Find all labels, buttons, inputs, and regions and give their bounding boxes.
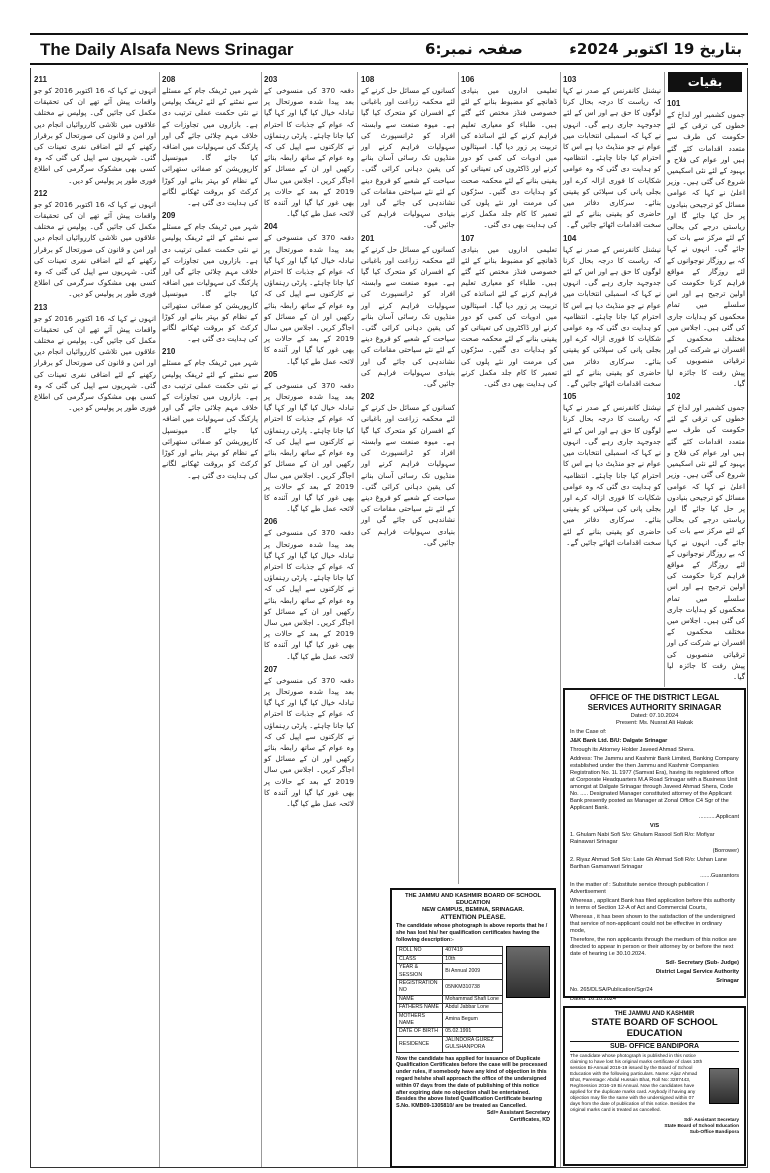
field-value: 05NKM310738 <box>443 980 503 996</box>
article-paragraph: دفعہ 370 کی منسوخی کے بعد پیدا شدہ صورتحال پر تبادلہ خیال کیا گیا اور کہا گیا کہ عوام کے جذبات کا احترام کیا جانا چاہئے۔ پارٹی رہنماؤں نے کارکنوں سے اپیل کی کہ وہ عوام کے ساتھ رابطہ بنائے رکھیں اور ان کے مسائل کو اجاگر کریں۔ اجلاس میں سال 2019 کے بعد کے حالات پر بھی غور کیا گیا اور آئندہ کا لائحہ عمل طے کیا گیا۔ <box>264 528 354 661</box>
article-paragraph: شہر میں ٹریفک جام کے مسئلے سے نمٹنے کے لئے ٹریفک پولیس نے نئی حکمت عملی ترتیب دی ہے۔ بازاروں میں تجاوزات کے خلاف مہم چلائی جائے گی اور پارکنگ کی سہولیات میں اضافہ کیا جائے گا۔ میونسپل کارپوریشن کو صفائی ستھرائی کے نظام کو بہتر بنانے اور کوڑا کرکٹ کو بروقت ٹھکانے لگانے کی ہدایت دی گئی ہے۔ <box>162 222 258 344</box>
article-paragraph: دفعہ 370 کی منسوخی کے بعد پیدا شدہ صورتحال پر تبادلہ خیال کیا گیا اور کہا گیا کہ عوام کے جذبات کا احترام کیا جانا چاہئے۔ پارٹی رہنماؤں نے کارکنوں سے اپیل کی کہ وہ عوام کے ساتھ رابطہ بنائے رکھیں اور ان کے مسائل کو اجاگر کریں۔ اجلاس میں سال 2019 کے بعد کے حالات پر بھی غور کیا گیا اور آئندہ کا لائحہ عمل طے کیا گیا۔ <box>264 233 354 366</box>
bandipora-heading-3: SUB- OFFICE BANDIPORA <box>570 1041 739 1052</box>
field-label: CLASS <box>397 955 443 963</box>
legal-whereas-1: Whereas , applicant Bank has filed application before this authority in terms of Section 12-A of Act and Commercial Courts, <box>570 898 736 911</box>
item-number: 207 <box>264 664 278 674</box>
candidate-photo <box>709 1068 739 1104</box>
item-number: 106 <box>461 75 475 84</box>
article-paragraph: انہوں نے کہا کہ 16 اکتوبر 2016 کو جو واقعات پیش آئے تھے ان کی تحقیقات مکمل کی جائیں گی۔ پولیس نے مختلف علاقوں میں تلاشی کارروائیاں انجام دیں اور امن و قانون کی صورتحال کو برقرار رکھنے کے لئے اضافی نفری تعینات کی گئی۔ شہریوں سے اپیل کی گئی کہ وہ کسی بھی مشکوک سرگرمی کی اطلاع فوری طور پر پولیس کو دیں۔ <box>34 199 156 299</box>
item-number: 208 <box>162 75 176 84</box>
legal-vs: V/S <box>649 823 660 829</box>
jkbose-body: Now the candidate has applied for issuance of Duplicate Qualification Certificates before the case will be processed under rules, if somebody have any kind of objection in this regard he/she shall approach the office of the undersigned within 07 days from the date of publishing of this notice after expiring date no objection shall be entertained. Besides the above listed Qualification Certificate bearing S.No. KMB09-1305810/ are be treated as Cancelled. <box>396 1055 547 1110</box>
item-number: 105 <box>563 392 577 402</box>
legal-through: Through its Attorney Holder Javeed Ahmad Shera. <box>570 747 695 753</box>
legal-sign-2: District Legal Service Authority <box>655 969 739 975</box>
legal-case-intro: In the Case of: <box>570 729 607 735</box>
article-paragraph: نیشنل کانفرنس کے صدر نے کہا کہ ریاست کا درجہ بحال کرنا لوگوں کا حق ہے اور اس کے لئے جدوجہد جاری رہے گی۔ انہوں نے کہا کہ اسمبلی انتخابات میں عوام نے جو منڈیٹ دیا ہے اس کا احترام کیا جانا چاہئے۔ انتظامیہ کو ہدایت دی گئی کہ وہ عوامی شکایات کا فوری ازالہ کرے اور بجلی پانی کی سپلائی کو یقینی بنائے۔ سرکاری دفاتر میں حاضری کو یقینی بنانے کے لئے سخت اقدامات اٹھائے جائیں گے۔ <box>563 403 661 547</box>
field-value: 05.02.1991 <box>443 1028 503 1036</box>
item-number: 102 <box>667 392 681 402</box>
masthead <box>30 33 748 65</box>
item-number: 203 <box>264 75 278 84</box>
field-value: Abdul Jabbar Lone <box>443 1004 503 1012</box>
table-row <box>397 1012 503 1028</box>
article-paragraph: جموں کشمیر اور لداخ کے خطوں کی ترقی کے لئے حکومت کی طرف سے متعدد اقدامات کئے گئے ہیں اور عوام کی فلاح و بہبود کے لئے نئی اسکیمیں شروع کی گئی ہیں۔ وزیر اعلیٰ نے کہا کہ عوامی مسائل کو ترجیحی بنیادوں پر حل کیا جائے گا اور ریاستی درجے کی بحالی کے لئے مرکز سے بات کی جائے گی۔ انہوں نے کہا کہ بے روزگار نوجوانوں کے لئے روزگار کے مواقع فراہم کرنا حکومت کی اولین ترجیح ہے اور اس سلسلے میں تمام محکموں کو ہدایات جاری کی گئی ہیں۔ اجلاس میں مختلف محکموں کے افسران نے شرکت کی اور ترقیاتی منصوبوں کی پیش رفت کا جائزہ لیا گیا۔ <box>667 110 745 388</box>
article-paragraph: انہوں نے کہا کہ 16 اکتوبر 2016 کو جو واقعات پیش آئے تھے ان کی تحقیقات مکمل کی جائیں گی۔ پولیس نے مختلف علاقوں میں تلاشی کارروائیاں انجام دیں اور امن و قانون کی صورتحال کو برقرار رکھنے کے لئے اضافی نفری تعینات کی گئی۔ شہریوں سے اپیل کی گئی کہ وہ کسی بھی مشکوک سرگرمی کی اطلاع فوری طور پر پولیس کو دیں۔ <box>34 313 156 413</box>
page-number: صفحہ نمبر:6 <box>425 40 523 58</box>
legal-matter: In the matter of : Substitute service through publication / Advertisement <box>570 882 709 895</box>
article-paragraph: کسانوں کے مسائل حل کرنے کے لئے محکمہ زراعت اور باغبانی کے افسران کو متحرک کیا گیا ہے۔ میوہ صنعت سے وابستہ افراد کو ٹرانسپورٹ کی سہولیات فراہم کرنے اور منڈیوں تک رسائی آسان بنانے کی یقین دہانی کرائی گئی۔ سیاحت کے شعبے کو فروغ دینے کے لئے نئے سیاحتی مقامات کی نشاندہی کی جائے گی اور بنیادی سہولیات فراہم کی جائیں گی۔ <box>361 244 455 389</box>
table-row <box>397 1028 503 1036</box>
table-row <box>397 1004 503 1012</box>
article-paragraph: انہوں نے کہا کہ 16 اکتوبر 2016 کو جو واقعات پیش آئے تھے ان کی تحقیقات مکمل کی جائیں گی۔ پولیس نے مختلف علاقوں میں تلاشی کارروائیاں انجام دیں اور امن و قانون کی صورتحال کو برقرار رکھنے کے لئے اضافی نفری تعینات کی گئی۔ شہریوں سے اپیل کی گئی کہ وہ کسی بھی مشکوک سرگرمی کی اطلاع فوری طور پر پولیس کو دیں۔ <box>34 86 156 185</box>
article-paragraph: دفعہ 370 کی منسوخی کے بعد پیدا شدہ صورتحال پر تبادلہ خیال کیا گیا اور کہا گیا کہ عوام کے جذبات کا احترام کیا جانا چاہئے۔ پارٹی رہنماؤں نے کارکنوں سے اپیل کی کہ وہ عوام کے ساتھ رابطہ بنائے رکھیں اور ان کے مسائل کو اجاگر کریں۔ اجلاس میں سال 2019 کے بعد کے حالات پر بھی غور کیا گیا اور آئندہ کا لائحہ عمل طے کیا گیا۔ <box>264 380 354 514</box>
article-paragraph: شہر میں ٹریفک جام کے مسئلے سے نمٹنے کے لئے ٹریفک پولیس نے نئی حکمت عملی ترتیب دی ہے۔ بازاروں میں تجاوزات کے خلاف مہم چلائی جائے گی اور پارکنگ کی سہولیات میں اضافہ کیا جائے گا۔ میونسپل کارپوریشن کو صفائی ستھرائی کے نظام کو بہتر بنانے اور کوڑا کرکٹ کو بروقت ٹھکانے لگانے کی ہدایت دی گئی ہے۔ <box>162 86 258 208</box>
text-column <box>667 96 745 684</box>
article-paragraph: جموں کشمیر اور لداخ کے خطوں کی ترقی کے لئے حکومت کی طرف سے متعدد اقدامات کئے گئے ہیں اور عوام کی فلاح و بہبود کے لئے نئی اسکیمیں شروع کی گئی ہیں۔ وزیر اعلیٰ نے کہا کہ عوامی مسائل کو ترجیحی بنیادوں پر حل کیا جائے گا اور ریاستی درجے کی بحالی کے لئے مرکز سے بات کی جائے گی۔ انہوں نے کہا کہ بے روزگار نوجوانوں کے لئے روزگار کے مواقع فراہم کرنا حکومت کی اولین ترجیح ہے اور اس سلسلے میں تمام محکموں کو ہدایات جاری کی گئی ہیں۔ اجلاس میں مختلف محکموں کے افسران نے شرکت کی اور ترقیاتی منصوبوں کی پیش رفت کا جائزہ لیا گیا۔ <box>667 403 745 681</box>
item-number: 108 <box>361 75 375 84</box>
field-label: ROLL NO <box>397 947 443 955</box>
bandipora-sign-1: Sd/- Assistant Secretary <box>683 1118 739 1123</box>
item-number: 202 <box>361 392 375 402</box>
field-label: REGISTRATION NO <box>397 980 443 996</box>
table-row <box>397 955 503 963</box>
text-column <box>264 72 354 1164</box>
article-paragraph: تعلیمی اداروں میں بنیادی ڈھانچے کو مضبوط بنانے کے لئے خصوصی فنڈز مختص کئے گئے ہیں۔ طلباء کو معیاری تعلیم فراہم کرنے کے لئے اساتذہ کی تربیت پر زور دیا گیا۔ اسپتالوں میں ادویات کی کمی کو دور کرنے اور ڈاکٹروں کی تعیناتی کو یقینی بنانے کے لئے محکمہ صحت کو ہدایات دی گئیں۔ سڑکوں کی مرمت اور نئے پلوں کی تعمیر کا کام جلد مکمل کرنے کی ہدایت بھی دی گئی۔ <box>461 86 557 230</box>
item-number: 213 <box>34 302 48 312</box>
text-column <box>361 72 455 884</box>
table-row <box>397 995 503 1003</box>
item-number: 104 <box>563 233 577 243</box>
candidate-photo <box>506 946 550 998</box>
item-number: 205 <box>264 369 278 379</box>
item-number: 101 <box>667 99 681 108</box>
article-paragraph: کسانوں کے مسائل حل کرنے کے لئے محکمہ زراعت اور باغبانی کے افسران کو متحرک کیا گیا ہے۔ میوہ صنعت سے وابستہ افراد کو ٹرانسپورٹ کی سہولیات فراہم کرنے اور منڈیوں تک رسائی آسان بنانے کی یقین دہانی کرائی گئی۔ سیاحت کے شعبے کو فروغ دینے کے لئے نئے سیاحتی مقامات کی نشاندہی کی جائے گی اور بنیادی سہولیات فراہم کی جائیں گی۔ <box>361 403 455 547</box>
article-paragraph: کسانوں کے مسائل حل کرنے کے لئے محکمہ زراعت اور باغبانی کے افسران کو متحرک کیا گیا ہے۔ میوہ صنعت سے وابستہ افراد کو ٹرانسپورٹ کی سہولیات فراہم کرنے اور منڈیوں تک رسائی آسان بنانے کی یقین دہانی کرائی گئی۔ سیاحت کے شعبے کو فروغ دینے کے لئے نئے سیاحتی مقامات کی نشاندہی کی جائے گی اور بنیادی سہولیات فراہم کی جائیں گی۔ <box>361 86 455 230</box>
legal-dated-2: Dated: 16.10.2024 <box>570 996 617 1002</box>
table-row <box>397 980 503 996</box>
text-column <box>34 72 156 1164</box>
jkbose-heading-3: ATTENTION PLEASE. <box>440 914 506 921</box>
legal-guarantor: .......Guarantors <box>700 873 739 879</box>
table-row <box>397 964 503 980</box>
legal-therefore: Therefore, the non applicants through the medium of this notice are directed to appear in person or their attorney by or before the next date of hearing i.e 30.10.2024. <box>570 937 737 957</box>
jkbose-notice-ad <box>390 888 556 1168</box>
field-label: YEAR & SESSION <box>397 964 443 980</box>
item-number: 211 <box>34 75 47 84</box>
legal-sign-3: Srinagar <box>716 978 739 984</box>
text-column <box>162 72 258 1164</box>
newspaper-title: The Daily Alsafa News Srinagar <box>40 40 294 59</box>
field-label: RESIDENCE <box>397 1036 443 1052</box>
field-value: 407419 <box>443 947 503 955</box>
jkbose-sign-1: Sd/= Assistant Secretary <box>486 1110 550 1117</box>
item-number: 204 <box>264 222 278 232</box>
issue-date: بتاریخ 19 اکتوبر 2024ء <box>569 40 742 58</box>
section-label: بقیات <box>668 72 742 92</box>
field-value: 10th <box>443 955 503 963</box>
article-paragraph: دفعہ 370 کی منسوخی کے بعد پیدا شدہ صورتحال پر تبادلہ خیال کیا گیا اور کہا گیا کہ عوام کے جذبات کا احترام کیا جانا چاہئے۔ پارٹی رہنماؤں نے کارکنوں سے اپیل کی کہ وہ عوام کے ساتھ رابطہ بنائے رکھیں اور ان کے مسائل کو اجاگر کریں۔ اجلاس میں سال 2019 کے بعد کے حالات پر بھی غور کیا گیا اور آئندہ کا لائحہ عمل طے کیا گیا۔ <box>264 86 354 219</box>
field-value: Mohammad Shafi Lone <box>443 995 503 1003</box>
candidate-table <box>396 946 503 1052</box>
field-value: Bi Annual 2009 <box>443 964 503 980</box>
field-label: NAME <box>397 995 443 1003</box>
legal-dated: Dated: 07.10.2024 <box>630 713 679 719</box>
jkbose-intro: The candidate whose photograph is above reports that he / she has lost his/ her qualification certificates having the following description:- <box>396 923 548 943</box>
bandipora-heading-2: STATE BOARD OF SCHOOL EDUCATION <box>591 1017 718 1039</box>
field-value: JALINDORA GUREZ GULSHANPORA <box>443 1036 503 1052</box>
text-column <box>461 72 557 884</box>
jkbose-heading-2: NEW CAMPUS, BEMINA, SRINAGAR. <box>421 907 525 913</box>
table-row <box>397 947 503 955</box>
field-value: Amina Begum <box>443 1012 503 1028</box>
item-number: 107 <box>461 233 475 243</box>
article-paragraph: نیشنل کانفرنس کے صدر نے کہا کہ ریاست کا درجہ بحال کرنا لوگوں کا حق ہے اور اس کے لئے جدوجہد جاری رہے گی۔ انہوں نے کہا کہ اسمبلی انتخابات میں عوام نے جو منڈیٹ دیا ہے اس کا احترام کیا جانا چاہئے۔ انتظامیہ کو ہدایت دی گئی کہ وہ عوامی شکایات کا فوری ازالہ کرے اور بجلی پانی کی سپلائی کو یقینی بنائے۔ سرکاری دفاتر میں حاضری کو یقینی بنانے کے لئے سخت اقدامات اٹھائے جائیں گے۔ <box>563 86 661 230</box>
legal-present: Present: Ms. Nusrat Ali Hakak <box>616 720 693 726</box>
legal-address: Address: The Jammu and Kashmir Bank Limited, Banking Company established under the then Jammu and Kashmir Companies Registration No. 1L 1977 (Samvat Era), having its registered office at Corporate Headquarters M.A Road Srinagar with a Business Unit amongst at Dalgate Srinagar through Javeed Ahmad Shera, Code No. ..... Designated Manager constituted attorney of the Applicant Bank presently posted as Manager at Zonal Office C4 Sgr of the Applicant Bank. <box>570 756 739 811</box>
item-number: 206 <box>264 517 278 527</box>
jkbose-sign-2: Certificates, KD <box>509 1116 550 1123</box>
legal-notice-ad <box>563 688 746 1002</box>
field-label: FATHERS NAME <box>397 1004 443 1012</box>
legal-applicant: ...........Applicant <box>698 814 739 820</box>
item-number: 103 <box>563 75 577 84</box>
bandipora-notice-ad <box>563 1006 746 1166</box>
text-column <box>563 72 661 684</box>
field-label: DATE OF BIRTH <box>397 1028 443 1036</box>
article-paragraph: شہر میں ٹریفک جام کے مسئلے سے نمٹنے کے لئے ٹریفک پولیس نے نئی حکمت عملی ترتیب دی ہے۔ بازاروں میں تجاوزات کے خلاف مہم چلائی جائے گی اور پارکنگ کی سہولیات میں اضافہ کیا جائے گا۔ میونسپل کارپوریشن کو صفائی ستھرائی کے نظام کو بہتر بنانے اور کوڑا کرکٹ کو بروقت ٹھکانے لگانے کی ہدایت دی گئی ہے۔ <box>162 358 258 480</box>
bandipora-sign-3: Sub-Office Bandipora <box>689 1130 739 1135</box>
table-row <box>397 1036 503 1052</box>
legal-case-line: J&K Bank Ltd. B/U: Dalgate Srinagar <box>570 738 668 744</box>
bandipora-sign-2: State Board of School Education <box>664 1124 739 1129</box>
item-number: 209 <box>162 211 176 221</box>
legal-borrower: (Borrower) <box>712 848 739 854</box>
bandipora-heading-1: THE JAMMU AND KASHMIR <box>614 1011 695 1017</box>
bandipora-body: The candidate whose photograph is published in this notice claiming to have lost his original marks certificate of class 10th session Bi-Annual 2016-19 issued by the Board of School Education with the following particulars. Name: Aijaz Ahmad Bhat, Parentage: Abdul Hussain Bhat, Roll No: 3287443, Reg/Session 2016-19 Bi Annual. Now the candidates have applied for the duplicate marks card. Anybody if having any objection may file the same with the undersigned within 07 days from the date of publication of this notice. Besides the original marks card is treated as cancelled. <box>570 1054 703 1113</box>
legal-number: No. 265/DLSA/Publication/Sgr/24 <box>570 987 653 993</box>
item-number: 210 <box>162 347 176 357</box>
article-paragraph: تعلیمی اداروں میں بنیادی ڈھانچے کو مضبوط بنانے کے لئے خصوصی فنڈز مختص کئے گئے ہیں۔ طلباء کو معیاری تعلیم فراہم کرنے کے لئے اساتذہ کی تربیت پر زور دیا گیا۔ اسپتالوں میں ادویات کی کمی کو دور کرنے اور ڈاکٹروں کی تعیناتی کو یقینی بنانے کے لئے محکمہ صحت کو ہدایات دی گئیں۔ سڑکوں کی مرمت اور نئے پلوں کی تعمیر کا کام جلد مکمل کرنے کی ہدایت بھی دی گئی۔ <box>461 244 557 389</box>
legal-whereas-2: Whereas , it has been shown to the satisfaction of the undersigned that service of non-applicant could not be effective in ordinary mode, <box>570 914 736 934</box>
legal-sign-1: Sd/- Secretary (Sub- Judge) <box>665 960 739 966</box>
article-paragraph: نیشنل کانفرنس کے صدر نے کہا کہ ریاست کا درجہ بحال کرنا لوگوں کا حق ہے اور اس کے لئے جدوجہد جاری رہے گی۔ انہوں نے کہا کہ اسمبلی انتخابات میں عوام نے جو منڈیٹ دیا ہے اس کا احترام کیا جانا چاہئے۔ انتظامیہ کو ہدایت دی گئی کہ وہ عوامی شکایات کا فوری ازالہ کرے اور بجلی پانی کی سپلائی کو یقینی بنائے۔ سرکاری دفاتر میں حاضری کو یقینی بنانے کے لئے سخت اقدامات اٹھائے جائیں گے۔ <box>563 244 661 389</box>
item-number: 201 <box>361 233 375 243</box>
item-number: 212 <box>34 188 48 198</box>
field-label: MOTHERS NAME <box>397 1012 443 1028</box>
legal-party-1: 1. Ghulam Nabi Sofi S/o: Ghulam Rasool Sofi R/o: Mofiyar Rainawari Srinagar <box>570 832 715 845</box>
legal-heading: OFFICE OF THE DISTRICT LEGAL SERVICES AUTHORITY SRINAGAR <box>587 693 722 712</box>
legal-party-2: 2. Riyaz Ahmad Sofi S/o: Late Gh Ahmad Sofi R/o: Ushan Lane Barthan Gamanwari Srinagar <box>570 857 728 870</box>
article-paragraph: دفعہ 370 کی منسوخی کے بعد پیدا شدہ صورتحال پر تبادلہ خیال کیا گیا اور کہا گیا کہ عوام کے جذبات کا احترام کیا جانا چاہئے۔ پارٹی رہنماؤں نے کارکنوں سے اپیل کی کہ وہ عوام کے ساتھ رابطہ بنائے رکھیں اور ان کے مسائل کو اجاگر کریں۔ اجلاس میں سال 2019 کے بعد کے حالات پر بھی غور کیا گیا اور آئندہ کا لائحہ عمل طے کیا گیا۔ <box>264 675 354 808</box>
jkbose-heading-1: THE JAMMU AND KASHMIR BOARD OF SCHOOL EDUCATION <box>404 893 541 906</box>
